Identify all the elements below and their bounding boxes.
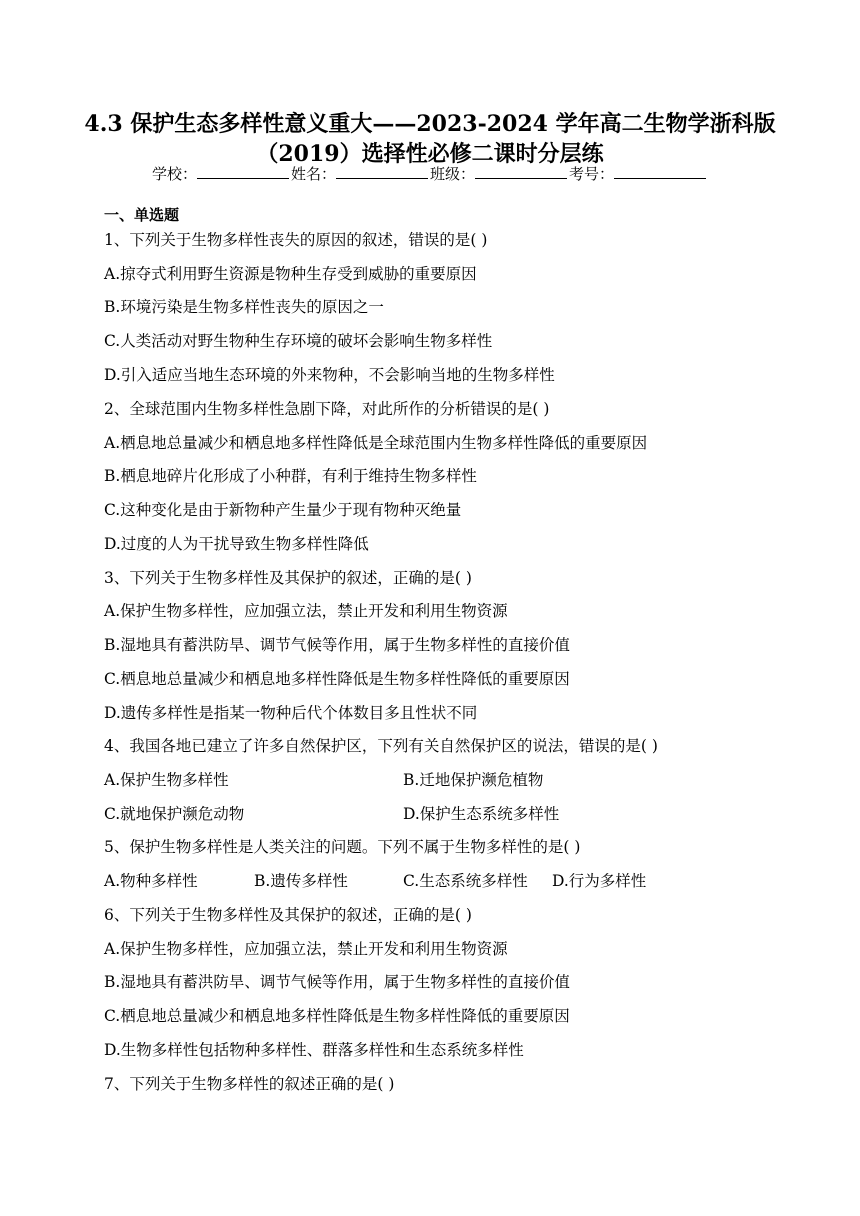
question-5-option-a: A.物种多样性: [104, 872, 198, 890]
question-3-option-b: B.湿地具有蓄洪防旱、调节气候等作用，属于生物多样性的直接价值: [104, 636, 570, 654]
question-3-option-d: D.遗传多样性是指某一物种后代个体数目多且性状不同: [104, 704, 478, 722]
question-1-option-d: D.引入适应当地生态环境的外来物种，不会影响当地的生物多样性: [104, 366, 555, 384]
question-1-option-a: A.掠夺式利用野生资源是物种生存受到威胁的重要原因: [104, 265, 477, 283]
question-2-option-a: A.栖息地总量减少和栖息地多样性降低是全球范围内生物多样性降低的重要原因: [104, 434, 648, 452]
exam-no-blank[interactable]: [614, 164, 706, 179]
question-3-stem: 3、下列关于生物多样性及其保护的叙述，正确的是( ): [104, 569, 472, 587]
question-4-option-b: B.迁地保护濒危植物: [403, 771, 544, 789]
question-5-option-c: C.生态系统多样性: [403, 872, 528, 890]
question-6-option-a: A.保护生物多样性，应加强立法，禁止开发和利用生物资源: [104, 940, 508, 958]
question-4-option-d: D.保护生态系统多样性: [403, 805, 560, 823]
school-blank[interactable]: [197, 164, 289, 179]
name-label: 姓名：: [290, 165, 336, 183]
question-3-option-c: C.栖息地总量减少和栖息地多样性降低是生物多样性降低的重要原因: [104, 670, 570, 688]
question-6-option-b: B.湿地具有蓄洪防旱、调节气候等作用，属于生物多样性的直接价值: [104, 973, 570, 991]
exam-no-label: 考号：: [569, 165, 615, 183]
question-6-option-c: C.栖息地总量减少和栖息地多样性降低是生物多样性降低的重要原因: [104, 1007, 570, 1025]
name-blank[interactable]: [336, 164, 428, 179]
question-6-stem: 6、下列关于生物多样性及其保护的叙述，正确的是( ): [104, 906, 472, 924]
question-2-stem: 2、全球范围内生物多样性急剧下降，对此所作的分析错误的是( ): [104, 400, 550, 418]
question-4-option-a: A.保护生物多样性: [104, 771, 229, 789]
class-blank[interactable]: [475, 164, 567, 179]
question-4-option-c: C.就地保护濒危动物: [104, 805, 245, 823]
title-line-2: （2019）选择性必修二课时分层练: [256, 141, 604, 167]
question-5-stem: 5、保护生物多样性是人类关注的问题。下列不属于生物多样性的是( ): [104, 838, 581, 856]
question-2-option-c: C.这种变化是由于新物种产生量少于现有物种灭绝量: [104, 501, 462, 519]
question-1-stem: 1、下列关于生物多样性丧失的原因的叙述，错误的是( ): [104, 231, 488, 249]
question-2-option-d: D.过度的人为干扰导致生物多样性降低: [104, 535, 369, 553]
class-label: 班级：: [430, 165, 476, 183]
question-5-option-d: D.行为多样性: [552, 872, 647, 890]
school-label: 学校：: [151, 165, 197, 183]
title-line-1: 4.3 保护生态多样性意义重大——2023-2024 学年高二生物学浙科版: [84, 111, 776, 137]
section-title: 一、单选题: [104, 206, 180, 224]
question-2-option-b: B.栖息地碎片化形成了小种群，有利于维持生物多样性: [104, 467, 477, 485]
question-1-option-c: C.人类活动对野生物种生存环境的破坏会影响生物多样性: [104, 332, 493, 350]
question-1-option-b: B.环境污染是生物多样性丧失的原因之一: [104, 298, 384, 316]
question-6-option-d: D.生物多样性包括物种多样性、群落多样性和生态系统多样性: [104, 1041, 524, 1059]
question-5-option-b: B.遗传多样性: [254, 872, 348, 890]
student-info-row: [0, 163, 860, 184]
question-3-option-a: A.保护生物多样性，应加强立法，禁止开发和利用生物资源: [104, 602, 508, 620]
question-4-stem: 4、我国各地已建立了许多自然保护区，下列有关自然保护区的说法，错误的是( ): [104, 737, 658, 755]
question-7-stem: 7、下列关于生物多样性的叙述正确的是( ): [104, 1075, 395, 1093]
